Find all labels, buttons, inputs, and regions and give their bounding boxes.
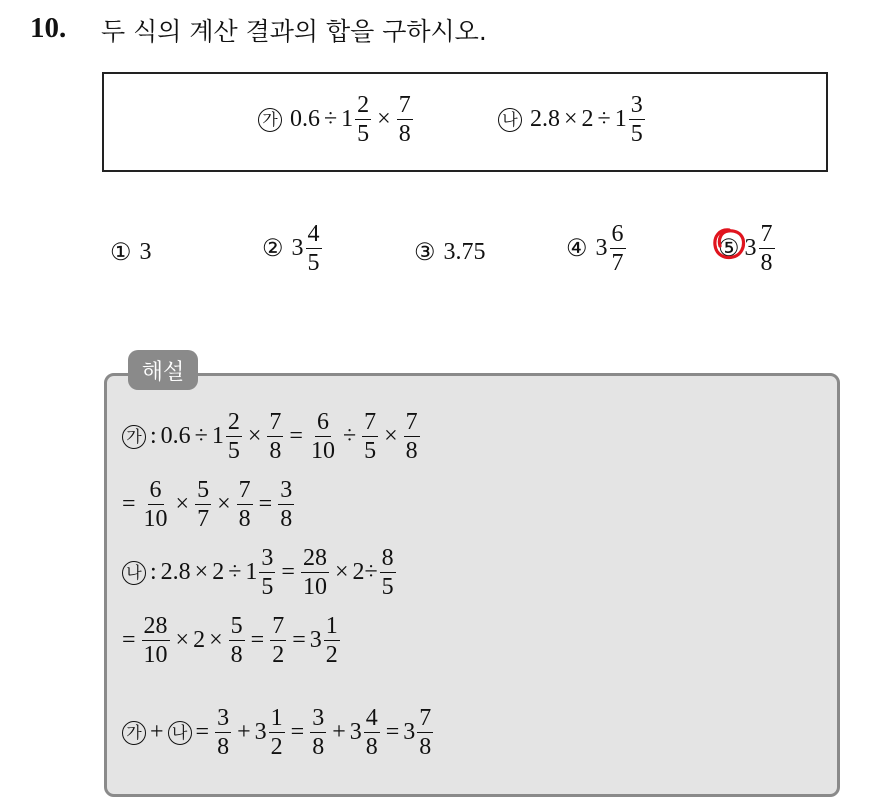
choice-3[interactable]: [414, 238, 486, 267]
choice-4-fraction: $\frac{6}{7}$: [611, 221, 624, 276]
fraction: $\frac{3}{8}$: [280, 477, 293, 532]
solution-tag: 해설: [128, 350, 198, 390]
question-number: 10.: [30, 12, 67, 44]
solution-line-1: 가 : 0.6 ÷ 1 $\frac{2}{5}$ × $\frac{7}{8}$ = $\frac{6}{10}$ ÷ $\frac{7}{5}$ × $\frac{7}{8}$: [122, 410, 422, 463]
fraction: $\frac{28}{10}$: [143, 613, 168, 668]
na-decimal: 2.8: [530, 106, 560, 132]
expressions-box: [102, 72, 828, 172]
sol-na-label-2: 나: [168, 721, 192, 745]
choice-2-mark: ②: [262, 236, 284, 262]
expression-na: [498, 93, 647, 146]
fraction: $\frac{5}{7}$: [197, 477, 210, 532]
ga-div-sign: ÷: [324, 106, 338, 132]
fraction: $\frac{1}{2}$: [325, 613, 338, 668]
choice-5-fraction: $\frac{7}{8}$: [760, 221, 773, 276]
choice-2[interactable]: [262, 222, 324, 275]
ga-mixed-whole: 1: [341, 106, 354, 132]
fraction: $\frac{7}{8}$: [238, 477, 251, 532]
fraction: $\frac{1}{2}$: [270, 705, 283, 760]
ga-fraction-1: $\frac{2}{5}$: [357, 92, 370, 147]
na-circle-label: 나: [498, 108, 522, 132]
choice-3-mark: ③: [414, 240, 436, 266]
expression-ga: [258, 93, 415, 146]
fraction: $\frac{3}{8}$: [217, 705, 230, 760]
choice-5-mark: ⑤: [718, 236, 740, 262]
solution-line-2: = $\frac{6}{10}$ × $\frac{5}{7}$ × $\frac{7}{8}$ = $\frac{3}{8}$: [122, 477, 293, 532]
fraction: $\frac{4}{8}$: [365, 705, 378, 760]
na-mixed-whole: 1: [614, 106, 627, 132]
fraction: $\frac{7}{8}$: [269, 409, 282, 464]
choice-1[interactable]: [110, 238, 152, 267]
fraction: $\frac{8}{5}$: [381, 545, 394, 600]
choice-5[interactable]: [718, 222, 777, 275]
solution-line-3: 나 : 2.8 × 2 ÷ 1 $\frac{3}{5}$ = $\frac{28}{10}$ × 2 ÷ $\frac{8}{5}$: [122, 546, 398, 599]
fraction: $\frac{2}{5}$: [227, 409, 240, 464]
choice-4-whole: 3: [595, 235, 608, 261]
sol-na-label: 나: [122, 561, 146, 585]
solution-line-4: = $\frac{28}{10}$ × 2 × $\frac{5}{8}$ = $\frac{7}{2}$ = 3 $\frac{1}{2}$: [122, 613, 338, 668]
choice-4[interactable]: [566, 222, 628, 275]
na-div-sign: ÷: [597, 106, 611, 132]
fraction: $\frac{6}{10}$: [310, 409, 335, 464]
fraction: $\frac{28}{10}$: [302, 545, 327, 600]
fraction: $\frac{7}{8}$: [405, 409, 418, 464]
choice-5-mark-wrap: [718, 234, 740, 263]
na-times-sign: ×: [564, 106, 578, 132]
ga-times-sign: ×: [377, 106, 391, 132]
fraction: $\frac{3}{8}$: [312, 705, 325, 760]
choice-2-fraction: $\frac{4}{5}$: [307, 221, 320, 276]
choice-3-value: 3.75: [443, 239, 486, 265]
sol-ga-label-2: 가: [122, 721, 146, 745]
question-text: 두 식의 계산 결과의 합을 구하시오.: [101, 17, 487, 46]
na-fraction: $\frac{3}{5}$: [630, 92, 643, 147]
fraction: $\frac{7}{2}$: [272, 613, 285, 668]
solution-line-5: 가 + 나 = $\frac{3}{8}$ + 3 $\frac{1}{2}$ = $\frac{3}{8}$ + 3 $\frac{4}{8}$ = 3 $\frac{7}{8}$: [122, 706, 435, 759]
fraction: $\frac{7}{5}$: [364, 409, 377, 464]
fraction: $\frac{3}{5}$: [261, 545, 274, 600]
choice-5-whole: 3: [744, 235, 757, 261]
choice-1-value: 3: [139, 239, 152, 265]
answer-circle-icon: [711, 226, 747, 262]
sol-ga-label: 가: [122, 425, 146, 449]
ga-decimal: 0.6: [290, 106, 320, 132]
choice-1-mark: ①: [110, 240, 132, 266]
fraction: $\frac{5}{8}$: [230, 613, 243, 668]
ga-fraction-2: $\frac{7}{8}$: [398, 92, 411, 147]
choice-2-whole: 3: [291, 235, 304, 261]
na-two: 2: [581, 106, 594, 132]
fraction: $\frac{6}{10}$: [143, 477, 168, 532]
fraction: $\frac{7}{8}$: [419, 705, 432, 760]
ga-circle-label: 가: [258, 108, 282, 132]
choice-4-mark: ④: [566, 236, 588, 262]
